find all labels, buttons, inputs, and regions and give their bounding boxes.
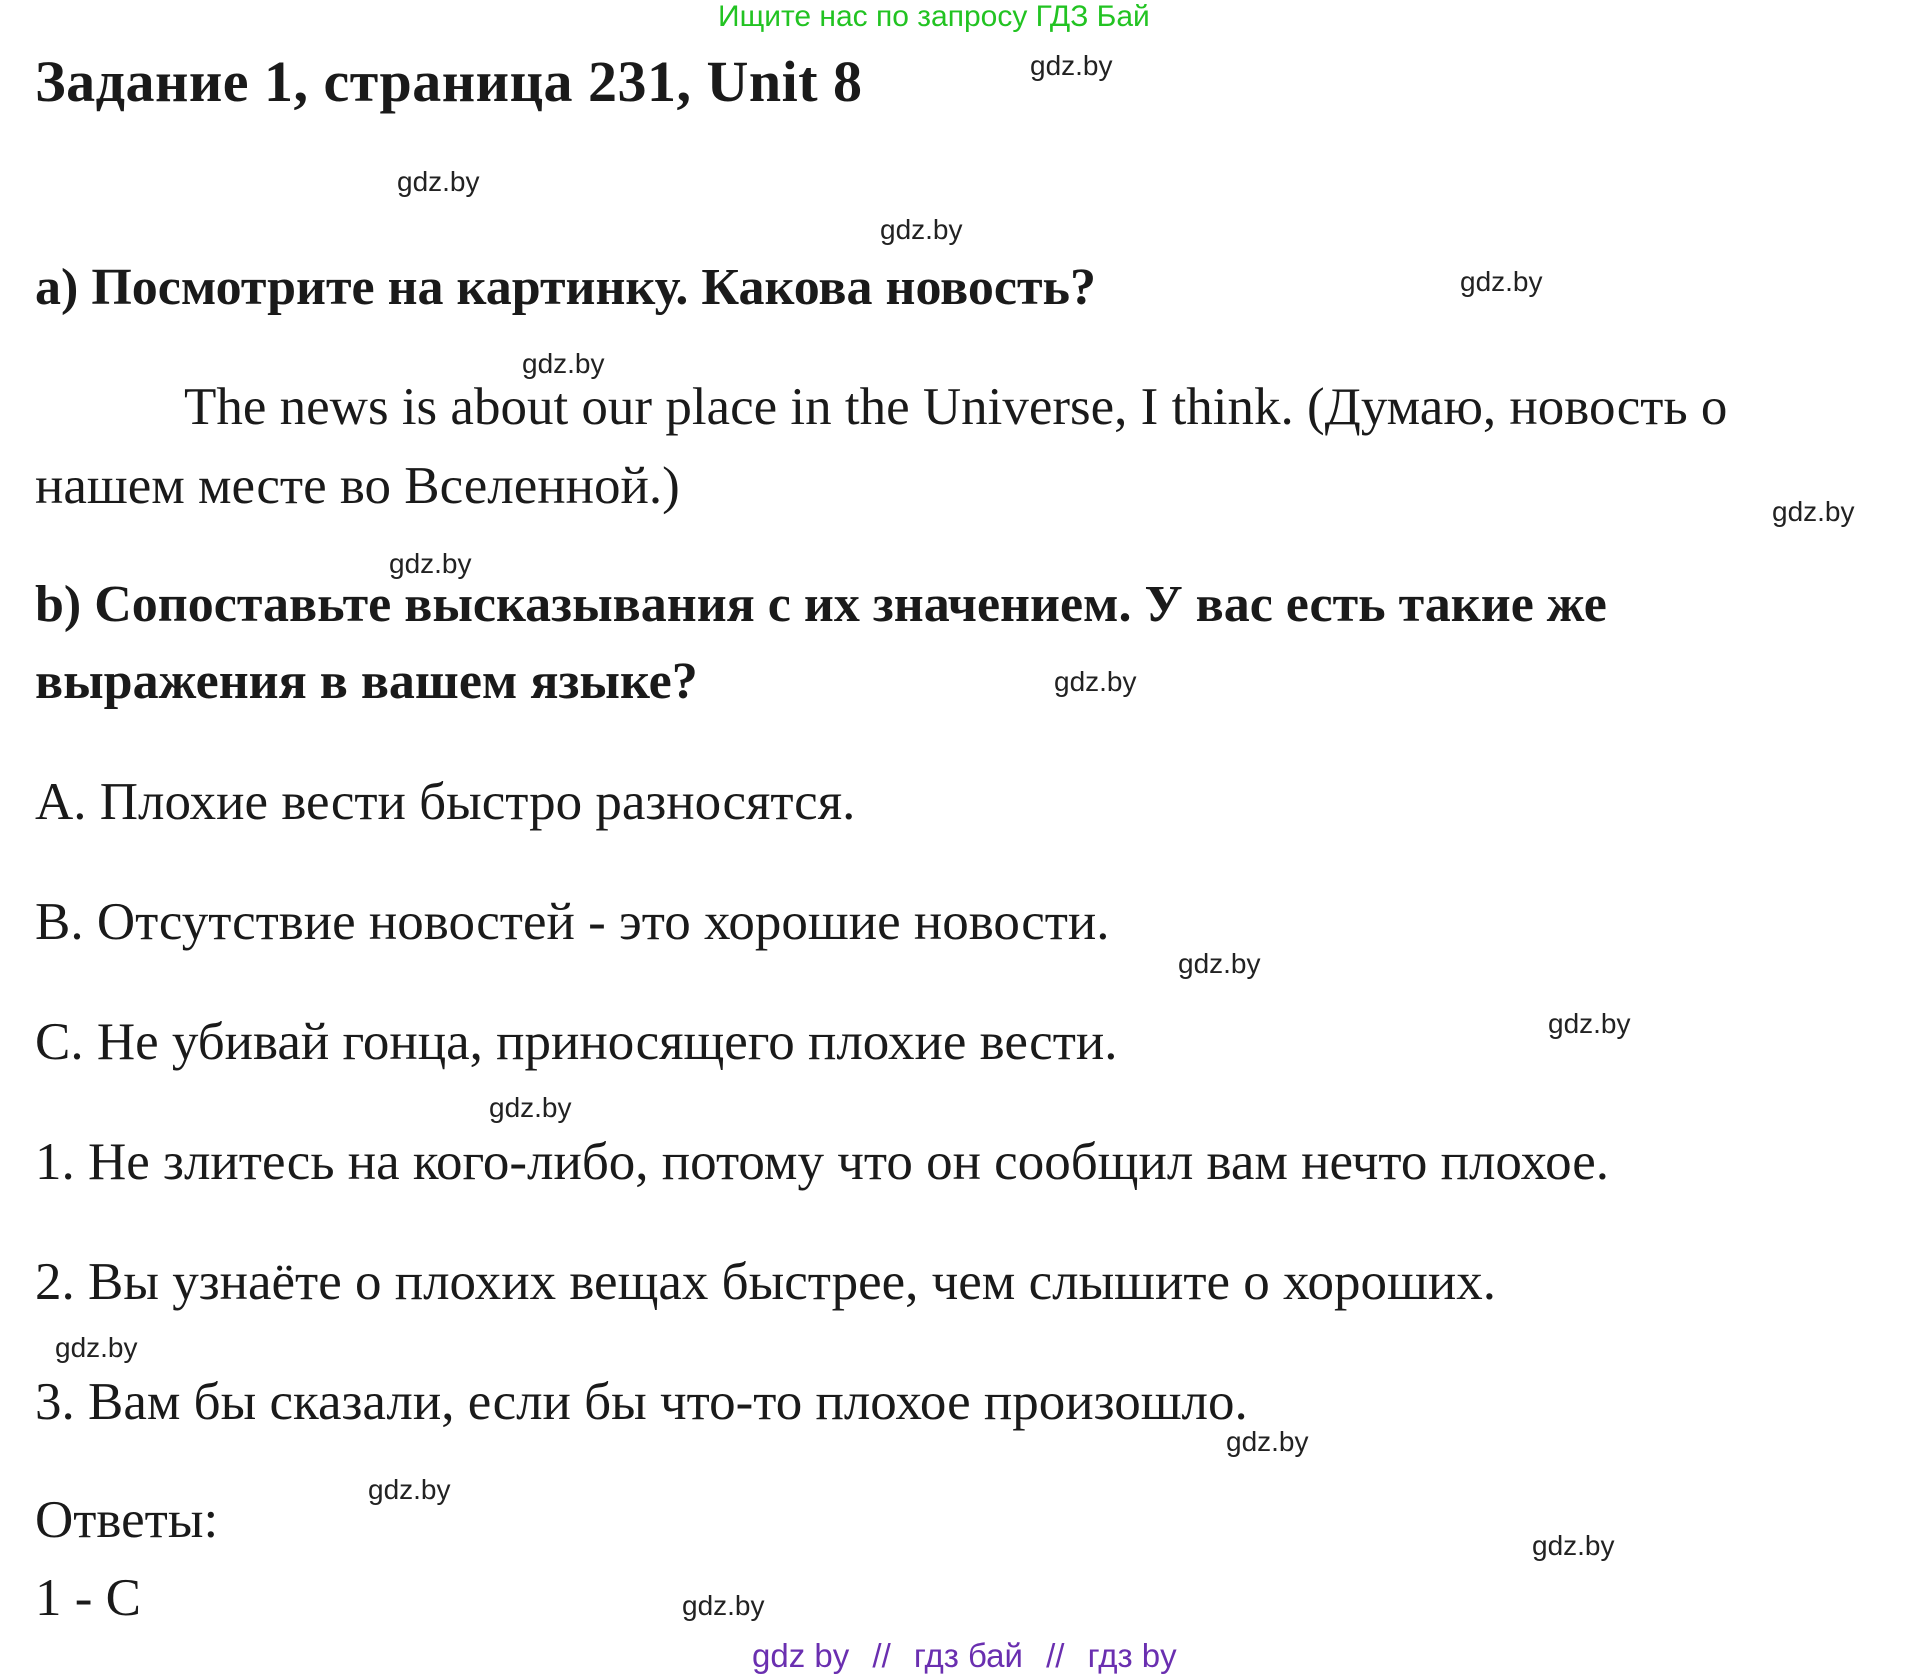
footer-separator: // <box>1046 1637 1065 1674</box>
meaning-1: 1. Не злитесь на кого-либо, потому что он сообщил вам нечто плохое. <box>35 1133 1610 1191</box>
section-a-heading: a) Посмотрите на картинку. Какова новость? <box>35 259 1097 316</box>
watermark: gdz.by <box>1178 948 1261 979</box>
watermark: gdz.by <box>1772 496 1855 527</box>
page-title: Задание 1, страница 231, Unit 8 <box>35 49 863 114</box>
answer-item: 1 - C <box>35 1569 141 1627</box>
watermark: gdz.by <box>1532 1530 1615 1561</box>
footer-links <box>752 1637 1177 1675</box>
meaning-3: 3. Вам бы сказали, если бы что-то плохое произошло. <box>35 1373 1248 1431</box>
section-b-heading-line2: выражения в вашем языке? <box>35 653 698 710</box>
saying-b: B. Отсутствие новостей - это хорошие новости. <box>35 893 1110 951</box>
watermark: gdz.by <box>55 1332 138 1363</box>
top-banner: Ищите нас по запросу ГДЗ Бай <box>718 0 1150 33</box>
watermark: gdz.by <box>368 1474 451 1505</box>
watermark: gdz.by <box>880 214 963 245</box>
footer-link-gdz-bai[interactable]: гдз бай <box>913 1637 1023 1674</box>
saying-c: C. Не убивай гонца, приносящего плохие вести. <box>35 1013 1118 1071</box>
watermark: gdz.by <box>1054 666 1137 697</box>
watermark: gdz.by <box>397 166 480 197</box>
watermark: gdz.by <box>1548 1008 1631 1039</box>
watermark: gdz.by <box>389 548 472 579</box>
watermark: gdz.by <box>682 1590 765 1621</box>
watermark: gdz.by <box>489 1092 572 1123</box>
section-b-heading-line1: b) Сопоставьте высказывания с их значением. У вас есть такие же <box>35 576 1607 633</box>
saying-a: A. Плохие вести быстро разносятся. <box>35 773 856 831</box>
watermark: gdz.by <box>1030 50 1113 81</box>
footer-separator: // <box>872 1637 891 1674</box>
footer-link-gdz-by[interactable]: gdz by <box>752 1637 850 1674</box>
footer-link-gdz-by-cyr[interactable]: гдз by <box>1087 1637 1177 1674</box>
watermark: gdz.by <box>1460 266 1543 297</box>
section-a-answer-line2: нашем месте во Вселенной.) <box>35 457 680 515</box>
watermark: gdz.by <box>522 348 605 379</box>
answers-label: Ответы: <box>35 1491 219 1549</box>
watermark: gdz.by <box>1226 1426 1309 1457</box>
meaning-2: 2. Вы узнаёте о плохих вещах быстрее, чем слышите о хороших. <box>35 1253 1496 1311</box>
section-a-answer-line1: The news is about our place in the Universe, I think. (Думаю, новость о <box>184 378 1728 436</box>
